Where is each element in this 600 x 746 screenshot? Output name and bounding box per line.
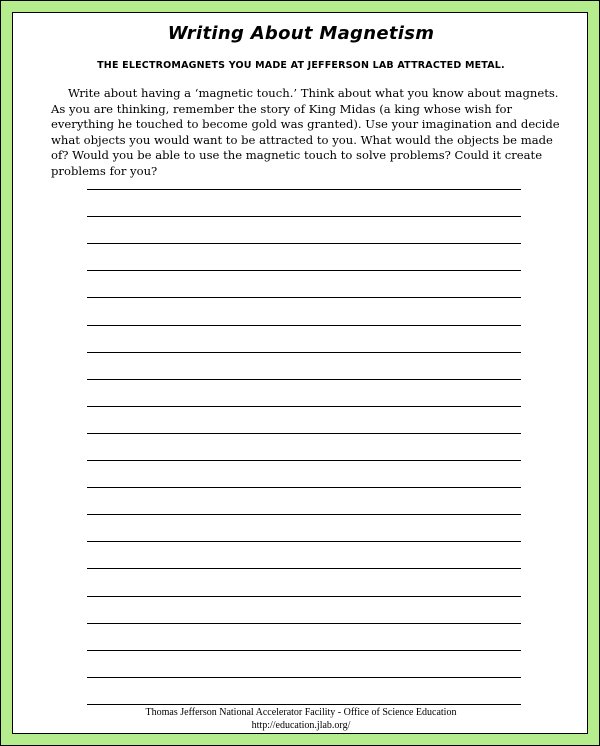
writing-line xyxy=(87,568,521,569)
writing-line xyxy=(87,406,521,407)
worksheet-page xyxy=(12,12,588,734)
writing-line xyxy=(87,325,521,326)
writing-line xyxy=(87,623,521,624)
writing-line xyxy=(87,433,521,434)
writing-prompt: Write about having a ‘magnetic touch.’ Think about what you know about magnets. As you are thinking, remember the story of King Midas (a king whose wish for everything he touched to become gold was granted). Use your imagination and decide what objects you would want to be attracted to you. What would the objects be made of? Would you be able to use the magnetic touch to solve problems? Could it create problems for you? xyxy=(51,86,560,178)
footer-url: http://education.jlab.org/ xyxy=(251,720,351,731)
worksheet-subtitle: THE ELECTROMAGNETS YOU MADE AT JEFFERSON LAB ATTRACTED METAL. xyxy=(97,60,505,71)
footer-organization: Thomas Jefferson National Accelerator Facility - Office of Science Education xyxy=(145,707,457,718)
writing-line xyxy=(87,460,521,461)
writing-line xyxy=(87,379,521,380)
writing-lines xyxy=(87,189,521,709)
writing-line xyxy=(87,352,521,353)
writing-line xyxy=(87,270,521,271)
writing-line xyxy=(87,541,521,542)
writing-line xyxy=(87,596,521,597)
writing-line xyxy=(87,704,521,705)
writing-line xyxy=(87,297,521,298)
writing-line xyxy=(87,189,521,190)
writing-line xyxy=(87,216,521,217)
writing-line xyxy=(87,243,521,244)
writing-line xyxy=(87,514,521,515)
writing-line xyxy=(87,650,521,651)
writing-line xyxy=(87,677,521,678)
worksheet-title: Writing About Magnetism xyxy=(167,23,435,44)
writing-line xyxy=(87,487,521,488)
